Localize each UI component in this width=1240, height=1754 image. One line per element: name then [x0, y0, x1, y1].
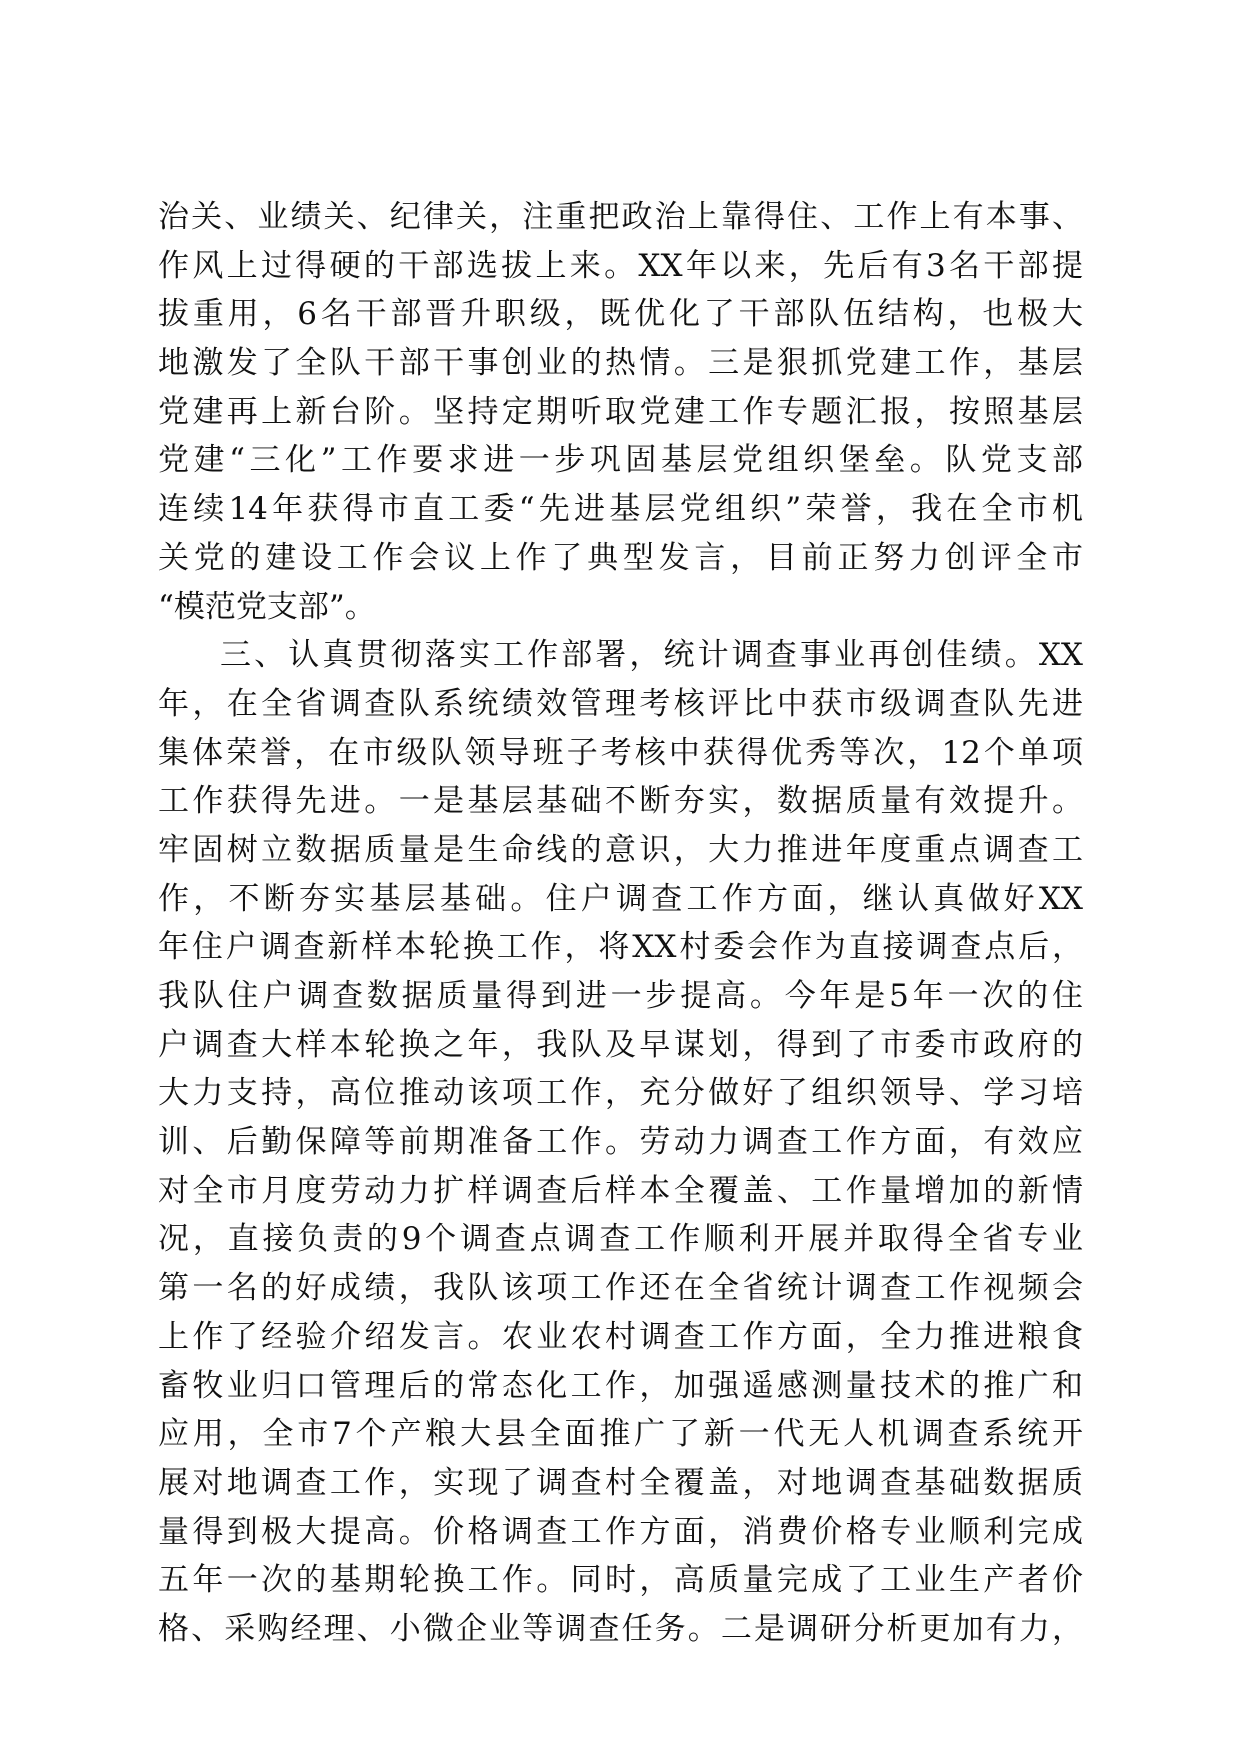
text-line: 年，在全省调查队系统绩效管理考核评比中获市级调查队先进 [158, 685, 1083, 722]
text-line: 展对地调查工作，实现了调查村全覆盖，对地调查基础数据质 [158, 1464, 1083, 1501]
text-line: 对全市月度劳动力扩样调查后样本全覆盖、工作量增加的新情 [158, 1172, 1083, 1209]
text-line: 牢固树立数据质量是生命线的意识，大力推进年度重点调查工 [158, 831, 1083, 868]
text-line: 量得到极大提高。价格调查工作方面，消费价格专业顺利完成 [158, 1513, 1083, 1550]
text-line: 况，直接负责的9个调查点调查工作顺利开展并取得全省专业 [158, 1221, 1083, 1258]
text-line: 治关、业绩关、纪律关，注重把政治上靠得住、工作上有本事、 [158, 199, 1083, 235]
text-line: 工作获得先进。一是基层基础不断夯实，数据质量有效提升。 [158, 783, 1083, 820]
text-line: 第一名的好成绩，我队该项工作还在全省统计调查工作视频会 [158, 1270, 1083, 1307]
text-line: 连续14年获得市直工委“先进基层党组织”荣誉，我在全市机 [158, 491, 1083, 528]
text-line: 集体荣誉，在市级队领导班子考核中获得优秀等次，12个单项 [158, 734, 1083, 771]
text-line: 应用，全市7个产粮大县全面推广了新一代无人机调查系统开 [158, 1416, 1083, 1453]
text-line: 关党的建设工作会议上作了典型发言，目前正努力创评全市 [158, 539, 1083, 576]
text-line: 格、采购经理、小微企业等调查任务。二是调研分析更加有力， [158, 1610, 1083, 1647]
text-line: 我队住户调查数据质量得到进一步提高。今年是5年一次的住 [158, 978, 1083, 1014]
text-line: “模范党支部”。 [158, 588, 376, 625]
text-line: 大力支持，高位推动该项工作，充分做好了组织领导、学习培 [158, 1075, 1083, 1112]
text-line: 三、认真贯彻落实工作部署，统计调查事业再创佳绩。XX [220, 637, 1083, 674]
text-line: 五年一次的基期轮换工作。同时，高质量完成了工业生产者价 [158, 1562, 1083, 1599]
text-line: 年住户调查新样本轮换工作，将XX村委会作为直接调查点后， [158, 929, 1083, 966]
text-line: 地激发了全队干部干事创业的热情。三是狠抓党建工作，基层 [158, 345, 1083, 382]
text-line: 拔重用，6名干部晋升职级，既优化了干部队伍结构，也极大 [158, 296, 1083, 333]
text-line: 户调查大样本轮换之年，我队及早谋划，得到了市委市政府的 [158, 1026, 1083, 1063]
text-line: 作，不断夯实基层基础。住户调查工作方面，继认真做好XX [158, 880, 1083, 917]
document-body [158, 193, 1083, 1654]
text-line: 上作了经验介绍发言。农业农村调查工作方面，全力推进粮食 [158, 1318, 1083, 1355]
text-line: 训、后勤保障等前期准备工作。劳动力调查工作方面，有效应 [158, 1124, 1083, 1161]
text-line: 作风上过得硬的干部选拔上来。XX年以来，先后有3名干部提 [158, 247, 1083, 284]
text-line: 畜牧业归口管理后的常态化工作，加强遥感测量技术的推广和 [158, 1367, 1083, 1404]
text-line: 党建“三化”工作要求进一步巩固基层党组织堡垒。队党支部 [158, 442, 1083, 479]
text-line: 党建再上新台阶。坚持定期听取党建工作专题汇报，按照基层 [158, 393, 1083, 430]
